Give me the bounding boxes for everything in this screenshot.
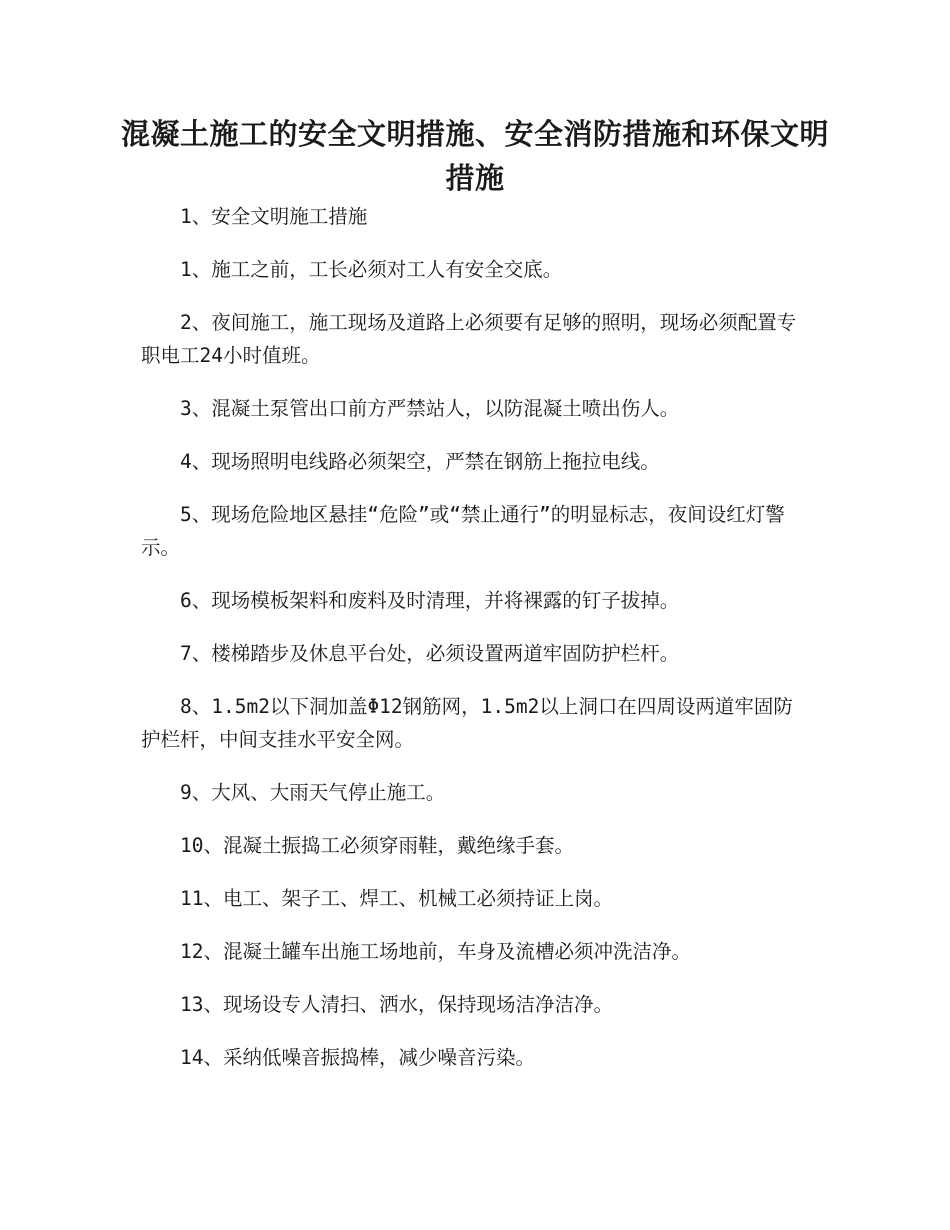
paragraph-section-heading: 1、安全文明施工措施	[180, 205, 368, 228]
document-body	[141, 200, 806, 1094]
paragraph-item-13: 13、现场设专人清扫、洒水，保持现场洁净洁净。	[180, 993, 613, 1016]
paragraph-item-6: 6、现场模板架料和废料及时清理，并将裸露的钉子拔掉。	[180, 589, 680, 612]
paragraph-item-3: 3、混凝土泵管出口前方严禁站人，以防混凝土喷出伤人。	[180, 397, 680, 420]
paragraph-item-4: 4、现场照明电线路必须架空，严禁在钢筋上拖拉电线。	[180, 450, 660, 473]
paragraph-item-14: 14、采纳低噪音振捣棒，减少噪音污染。	[180, 1046, 535, 1069]
paragraph-item-5: 5、现场危险地区悬挂“危险”或“禁止通行”的明显标志，夜间设红灯警示。	[141, 503, 785, 559]
paragraph-item-11: 11、电工、架子工、焊工、机械工必须持证上岗。	[180, 887, 613, 910]
paragraph-item-8: 8、1.5m2以下洞加盖Φ12钢筋网，1.5m2以上洞口在四周设两道牢固防护栏杆，中间支挂水平安全网。	[141, 695, 793, 751]
paragraph-item-1: 1、施工之前，工长必须对工人有安全交底。	[180, 258, 563, 281]
paragraph-item-2: 2、夜间施工，施工现场及道路上必须要有足够的照明，现场必须配置专职电工24小时值班。	[141, 311, 797, 367]
paragraph-item-7: 7、楼梯踏步及休息平台处，必须设置两道牢固防护栏杆。	[180, 642, 680, 665]
document-title: 混凝土施工的安全文明措施、安全消防措施和环保文明措施	[120, 117, 829, 195]
paragraph-item-12: 12、混凝土罐车出施工场地前，车身及流槽必须冲洗洁净。	[180, 940, 691, 963]
paragraph-item-9: 9、大风、大雨天气停止施工。	[180, 781, 446, 804]
paragraph-item-10: 10、混凝土振捣工必须穿雨鞋，戴绝缘手套。	[180, 834, 574, 857]
